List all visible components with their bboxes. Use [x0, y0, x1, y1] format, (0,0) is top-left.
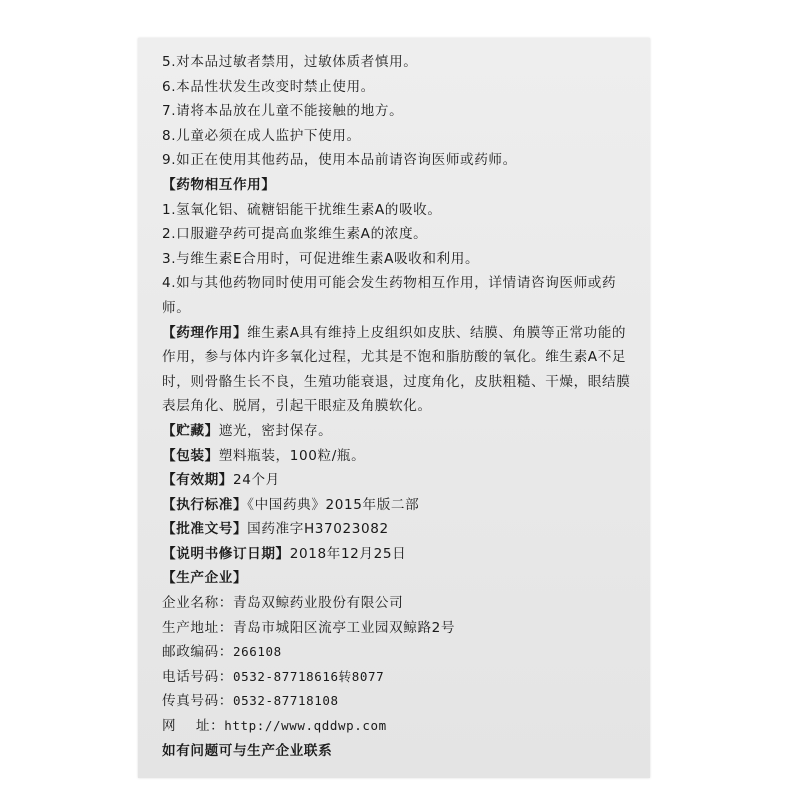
manufacturer-name: 青岛双鲸药业股份有限公司 — [232, 595, 404, 612]
approval-text: 国药准字H37023082 — [247, 521, 389, 538]
precaution-5: 5.对本品过敏者禁用，过敏体质者慎用。 — [162, 54, 418, 70]
package-heading: 【包装】 — [162, 447, 219, 464]
storage-row — [162, 419, 640, 444]
precaution-6: 6.本品性状发生改变时禁止使用。 — [162, 78, 375, 95]
validity-heading: 【有效期】 — [162, 472, 233, 489]
interaction-3: 3.与维生素E合用时，可促进维生素A吸收和利用。 — [162, 250, 480, 267]
manufacturer-address-row — [162, 616, 640, 641]
validity-row — [162, 468, 640, 493]
validity-text: 24个月 — [232, 472, 280, 489]
manufacturer-fax: 0532-87718108 — [232, 693, 339, 709]
pharmacology-text: 维生素A具有维持上皮组织如皮肤、结膜、角膜等正常功能的作用，参与体内许多氧化过程，尤其是不饱和脂肪酸的氧化。维生素A不足时，则骨骼生长不良，生殖功能衰退，过度角化，皮肤粗糙、干燥，眼结膜表层角化、脱屑，引起干眼症及角膜软化。 — [162, 324, 631, 415]
package-row — [162, 444, 640, 469]
standard-heading: 【执行标准】 — [162, 496, 248, 513]
leaflet-content — [162, 50, 640, 763]
precaution-8: 8.儿童必须在成人监护下使用。 — [162, 127, 361, 144]
manufacturer-web-label: 网 址： — [162, 718, 225, 735]
manufacturer-phone-label: 电话号码： — [162, 668, 233, 685]
pharmacology-heading: 【药理作用】 — [162, 324, 248, 341]
manufacturer-web-row — [162, 714, 640, 739]
approval-row — [162, 517, 640, 542]
manufacturer-name-row — [162, 591, 640, 616]
manufacturer-heading: 【生产企业】 — [162, 570, 248, 587]
interaction-4: 4.如与其他药物同时使用可能会发生药物相互作用，详情请咨询医师或药师。 — [162, 275, 617, 316]
precaution-7: 7.请将本品放在儿童不能接触的地方。 — [162, 103, 404, 120]
standard-text: 《中国药典》2015年版二部 — [247, 496, 420, 513]
interactions-heading: 【药物相互作用】 — [162, 176, 276, 193]
revision-row — [162, 542, 640, 567]
revision-heading: 【说明书修订日期】 — [162, 545, 290, 562]
manufacturer-fax-label: 传真号码： — [162, 693, 233, 710]
revision-text: 2018年12月25日 — [289, 545, 407, 562]
leaflet-page — [138, 38, 650, 778]
manufacturer-address: 青岛市城阳区流亭工业园双鲸路2号 — [232, 619, 456, 636]
manufacturer-website: http://www.qddwp.com — [224, 718, 387, 734]
manufacturer-phone-row — [162, 665, 640, 690]
precaution-9: 9.如正在使用其他药品，使用本品前请咨询医师或药师。 — [162, 152, 517, 169]
manufacturer-postcode-row — [162, 640, 640, 665]
manufacturer-postcode: 266108 — [232, 644, 282, 660]
manufacturer-address-label: 生产地址： — [162, 619, 233, 636]
standard-row — [162, 493, 640, 518]
approval-heading: 【批准文号】 — [162, 521, 248, 538]
manufacturer-name-label: 企业名称： — [162, 595, 233, 612]
manufacturer-fax-row — [162, 689, 640, 714]
storage-heading: 【贮藏】 — [162, 422, 219, 439]
storage-text: 遮光，密封保存。 — [218, 422, 333, 439]
package-text: 塑料瓶装，100粒/瓶。 — [218, 447, 366, 464]
manufacturer-postcode-label: 邮政编码： — [162, 644, 233, 661]
pharmacology-section — [162, 321, 640, 419]
contact-note: 如有问题可与生产企业联系 — [162, 742, 333, 759]
interaction-1: 1.氢氧化铝、硫糖铝能干扰维生素A的吸收。 — [162, 201, 442, 218]
manufacturer-phone: 0532-87718616转8077 — [232, 668, 385, 684]
interaction-2: 2.口服避孕药可提高血浆维生素A的浓度。 — [162, 226, 428, 243]
